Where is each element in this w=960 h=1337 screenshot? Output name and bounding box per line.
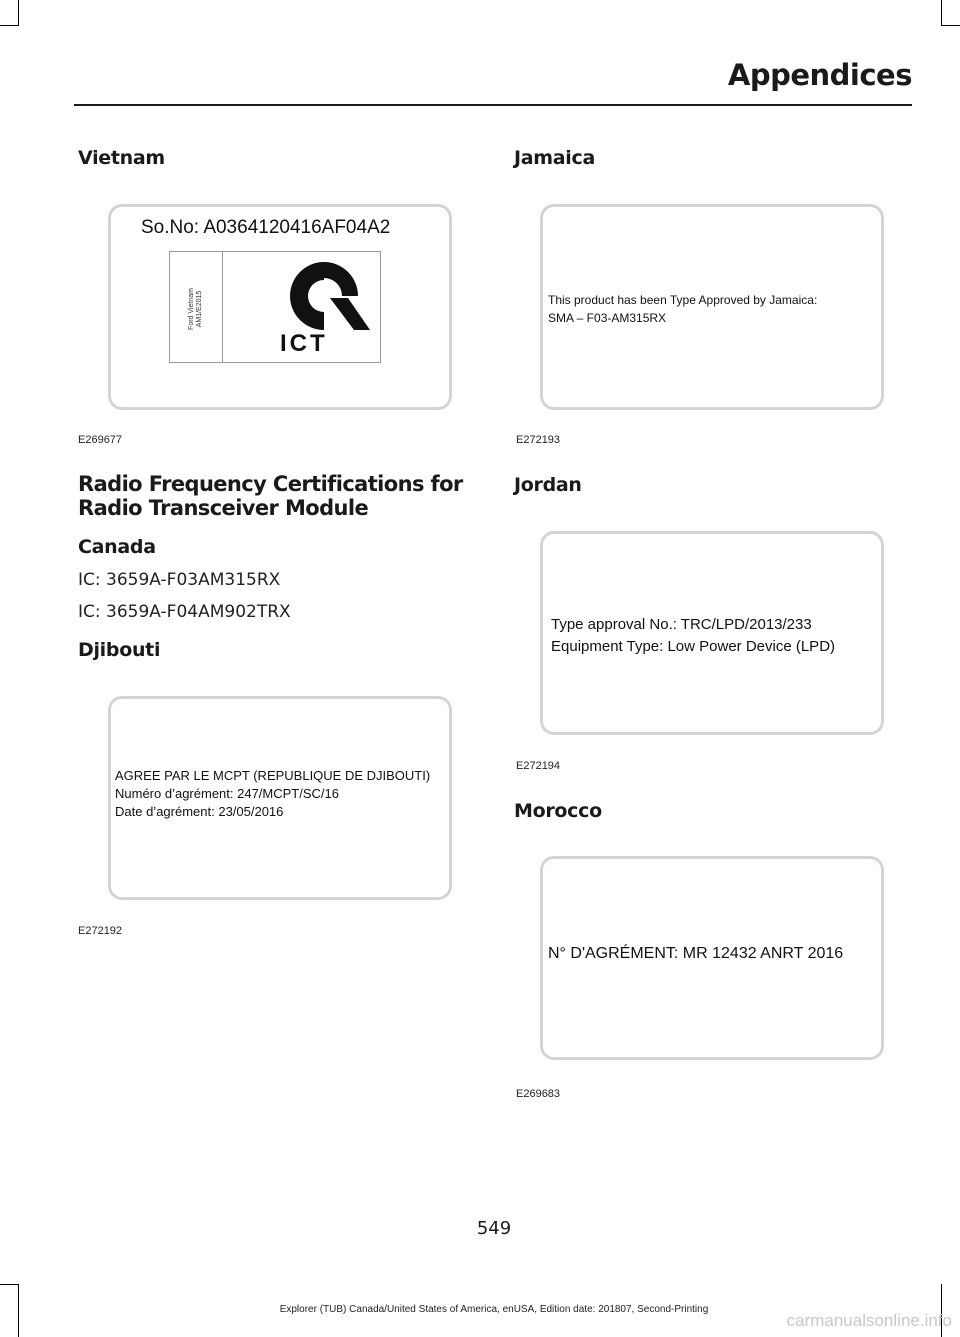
section-title-radio-certifications: Radio Frequency Certifications for Radio Transceiver Module [78,472,463,520]
crop-mark-top-right-h [942,25,960,26]
crop-mark-top-left-h [0,25,18,26]
jamaica-label-line-1: This product has been Type Approved by Jamaica: [548,293,818,307]
ict-logo-icon [270,258,378,334]
morocco-label-figure [540,856,884,1060]
watermark: carmanualsonline.info [786,1311,952,1330]
vietnam-ict-frame [169,251,381,363]
heading-canada: Canada [78,536,156,558]
vietnam-side-text: Ford Vietnam AM1/E2015 [187,288,203,330]
figure-id-jamaica: E272193 [516,434,561,446]
crop-mark-bottom-left-h [0,1284,18,1285]
djibouti-label-line-3: Date d’agrément: 23/05/2016 [115,804,284,819]
djibouti-label-line-1: AGREE PAR LE MCPT (REPUBLIQUE DE DJIBOUTI) [115,768,431,783]
jordan-label-line-2: Equipment Type: Low Power Device (LPD) [551,638,836,655]
canada-ic-1: IC: 3659A-F03AM315RX [78,570,281,590]
figure-id-djibouti: E272192 [78,925,123,937]
footer-edition-info: Explorer (TUB) Canada/United States of America, enUSA, Edition date: 201807, Second-Printing [279,1304,709,1315]
djibouti-label-figure [108,696,452,900]
jamaica-label-line-2: SMA – F03-AM315RX [548,311,667,325]
page-title: Appendices [727,58,912,92]
crop-mark-top-left-v [18,0,19,26]
canada-ic-2: IC: 3659A-F04AM902TRX [78,602,291,622]
figure-id-jordan: E272194 [516,760,561,772]
heading-djibouti: Djibouti [78,639,161,661]
heading-vietnam: Vietnam [78,147,165,169]
djibouti-label-line-2: Numéro d’agrément: 247/MCPT/SC/16 [115,786,339,801]
jordan-label-line-1: Type approval No.: TRC/LPD/2013/233 [551,616,812,633]
heading-morocco: Morocco [514,800,602,822]
header-divider [74,104,912,106]
jamaica-label-figure [540,204,884,410]
morocco-label-text: N° D'AGRÉMENT: MR 12432 ANRT 2016 [548,945,844,962]
heading-jamaica: Jamaica [514,147,596,169]
figure-id-vietnam: E269677 [78,434,123,446]
vietnam-so-no: So.No: A0364120416AF04A2 [141,217,391,238]
jordan-label-figure [540,531,884,735]
vietnam-label-figure [108,204,452,410]
figure-id-morocco: E269683 [516,1088,561,1100]
crop-mark-top-right-v [941,0,942,26]
ict-logo-text: ICT [280,330,328,357]
page-number: 549 [476,1218,512,1239]
vietnam-ict-divider [222,252,223,362]
heading-jordan: Jordan [514,474,582,496]
